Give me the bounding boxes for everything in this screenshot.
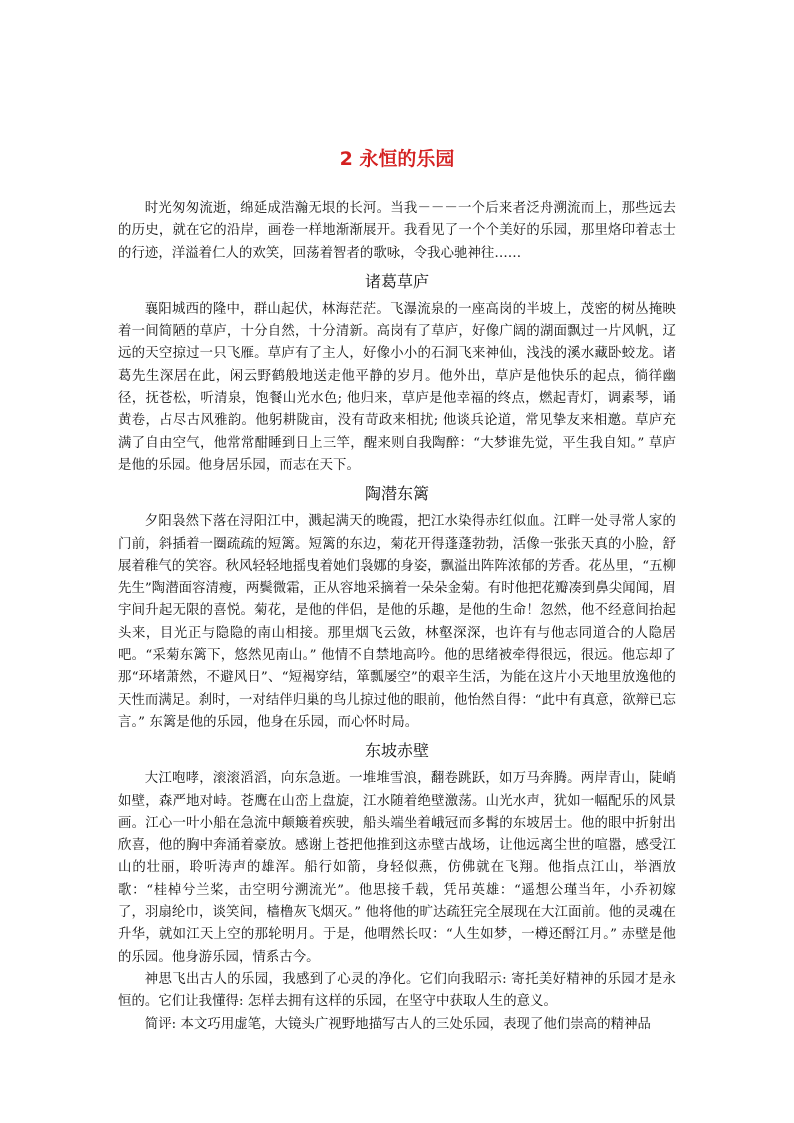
intro-paragraph: 时光匆匆流逝，绵延成浩瀚无垠的长河。当我－－－一个后来者泛舟溯流而上，那些远去的历史，就在它的沿岸，画卷一样地渐渐展开。我看见了一个个美好的乐园，那里烙印着志士的行迹，洋溢着仁人的欢笑，回荡着智者的歌咏，令我心驰神往…… — [118, 201, 676, 261]
section-heading-taoqian: 陶潜东篱 — [364, 484, 429, 504]
section-text-dongpo: 大江咆哮，滚滚滔滔，向东急逝。一堆堆雪浪，翻卷跳跃，如万马奔腾。两岸青山，陡峭如壁，森严地对峙。苍鹰在山峦上盘旋，江水随着绝壁激荡。山光水声，犹如一幅配乐的风景画。江心一叶小船在急流中颠簸着疾驶，船头端坐着峨冠而多髯的东坡居士。他的眼中折射出欣喜，他的胸中奔涌着豪放。感谢上苍把他推到这赤壁古战场，让他远离尘世的喧嚣，感受江山的壮丽，聆听涛声的雄浑。船行如箭，身轻似燕，仿佛就在飞翔。他指点江山，举酒放歌：“桂棹兮兰桨，击空明兮溯流光”。他思接千载，凭吊英雄：“遥想公瑾当年，小乔初嫁了，羽扇纶巾，谈笑间，樯橹灰飞烟灭。” 他将他的旷达疏狂完全展现在大江面前。他的灵魂在升华，就如江天上空的那轮明月。于是，他喟然长叹：“人生如梦，一樽还酹江月。” 赤壁是他的乐园。他身游乐园，情系古今。 — [118, 771, 676, 965]
section-heading-zhuge: 诸葛草庐 — [364, 271, 429, 291]
section-text-taoqian: 夕阳袅然下落在浔阳江中，溅起满天的晚霞，把江水染得赤红似血。江畔一处寻常人家的门前，斜插着一圈疏疏的短篱。短篱的东边，菊花开得蓬蓬勃勃，活像一张张天真的小脸，舒展着稚气的笑容。秋风轻轻地摇曳着她们袅娜的身姿，飘溢出阵阵浓郁的芳香。花丛里，“五柳先生”陶潜面容清瘦，两鬓微霜，正从容地采摘着一朵朵金菊。有时他把花瓣凑到鼻尖闻闻，眉宇间升起无限的喜悦。菊花，是他的伴侣，是他的乐趣，是他的生命！忽然，他不经意间抬起头来，目光正与隐隐的南山相接。那里烟飞云敛，林壑深深，也许有与他志同道合的人隐居吧。“采菊东篱下，悠然见南山。” 他情不自禁地高吟。他的思绪被牵得很远，很远。他忘却了那“环堵萧然，不避风日”、“短褐穿结，箪瓢屡空”的艰辛生活，为能在这片小天地里放逸他的天性而满足。刹时，一对结伴归巢的鸟儿掠过他的眼前，他怡然自得：“此中有真意，欲辩已忘言。” 东篱是他的乐园，他身在乐园，而心怀时局。 — [118, 514, 676, 730]
essay-title: 2 永恒的乐园 — [339, 148, 455, 170]
section-text-zhuge: 襄阳城西的隆中，群山起伏，林海茫茫。飞瀑流泉的一座高岗的半坡上，茂密的树丛掩映着一间简陋的草庐，十分自然，十分清新。高岗有了草庐，好像广阔的湖面飘过一片风帆，辽远的天空掠过一只飞雁。草庐有了主人，好像小小的石洞飞来神仙，浅浅的溪水藏卧蛟龙。诸葛先生深居在此，闲云野鹤般地送走他平静的岁月。他外出，草庐是他快乐的起点，徜徉幽径，抚苍松，听清泉，饱餐山光水色; 他归来，草庐是他幸福的终点，燃起青灯，调素琴，诵黄卷，占尽古风雅韵。他躬耕陇亩，没有苛政来相扰; 他谈兵论道，常见挚友来相邀。草庐充满了自由空气，他常常酣睡到日上三竿，醒来则自我陶醉：“大梦谁先觉，平生我自知。” 草庐是他的乐园。他身居乐园，而志在天下。 — [118, 301, 676, 473]
essay-body — [118, 147, 676, 1036]
comment-paragraph: 简评: 本文巧用虚笔，大镜头广视野地描写古人的三处乐园，表现了他们崇高的精神品 — [144, 1016, 651, 1032]
closing-paragraph: 神思飞出古人的乐园，我感到了心灵的净化。它们向我昭示: 寄托美好精神的乐园才是永恒的。它们让我懂得: 怎样去拥有这样的乐园，在坚守中获取人生的意义。 — [118, 971, 676, 1010]
section-heading-dongpo: 东坡赤壁 — [364, 741, 429, 761]
